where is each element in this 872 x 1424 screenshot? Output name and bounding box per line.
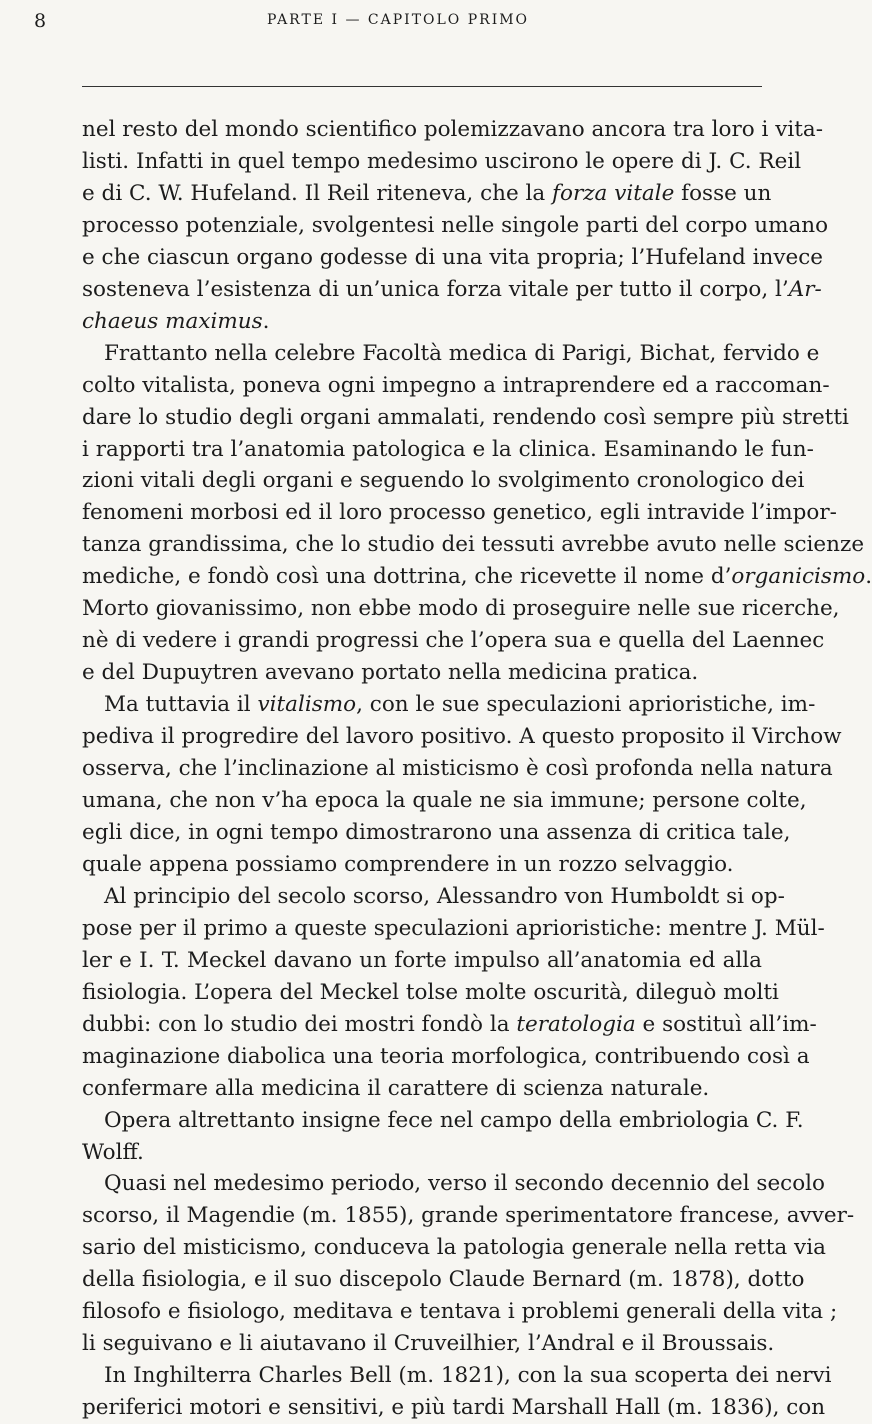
text-line <box>82 721 842 753</box>
text-line <box>82 114 823 146</box>
text-line <box>82 753 833 785</box>
text-run: processo potenziale, svolgentesi nelle singole parti del corpo umano <box>82 212 829 238</box>
text-run: nè di vedere i grandi progressi che l’opera sua e quella del Laennec <box>82 628 825 654</box>
text-line <box>82 849 762 881</box>
text-line <box>82 1392 826 1424</box>
text-line <box>82 593 840 625</box>
text-run: maginazione diabolica una teoria morfologica, contribuendo così a <box>82 1043 810 1069</box>
text-line <box>82 913 825 945</box>
text-run: Wolff. <box>82 1139 144 1165</box>
text-run: ler e I. T. Meckel davano un forte impulso all’anatomia ed alla <box>82 947 762 973</box>
text-line <box>82 1360 832 1392</box>
text-run: della fisiologia, e il suo discepolo Claude Bernard (m. 1878), dotto <box>82 1267 805 1293</box>
text-run: Opera altrettanto insigne fece nel campo della embriologia C. F. <box>104 1107 804 1133</box>
text-line <box>82 242 824 274</box>
text-line <box>82 1105 804 1137</box>
text-line <box>82 785 807 817</box>
text-run: fenomeni morbosi ed il loro processo genetico, egli intravide l’impor- <box>82 500 837 526</box>
page-header <box>34 10 762 36</box>
text-run: sosteneva l’esistenza di un’unica forza vitale per tutto il corpo, l’ <box>82 276 789 302</box>
text-run: quale appena possiamo comprendere in un rozzo selvaggio. <box>82 851 734 877</box>
text-run: zioni vitali degli organi e seguendo lo svolgimento cronologico dei <box>82 468 805 494</box>
text-line <box>82 1009 817 1041</box>
italic-term: vitalismo <box>257 692 357 718</box>
text-run: , con le sue speculazioni aprioristiche, im- <box>356 692 816 718</box>
text-run: dubbi: con lo studio dei mostri fondò la <box>82 1011 517 1037</box>
text-run: In Inghilterra Charles Bell (m. 1821), con la sua scoperta dei nervi <box>104 1363 832 1389</box>
text-line <box>82 370 830 402</box>
text-run: e di C. W. Hufeland. Il Reil riteneva, che la <box>82 180 553 206</box>
text-run: li seguivano e li aiutavano il Cruveilhier, l’Andral e il Broussais. <box>82 1331 775 1357</box>
text-line <box>82 1200 855 1232</box>
text-run: egli dice, in ogni tempo dimostrarono una assenza di critica tale, <box>82 819 791 845</box>
text-run: osserva, che l’inclinazione al misticismo è così profonda nella natura <box>82 756 833 782</box>
page-number: 8 <box>34 10 47 32</box>
text-run: pediva il progredire del lavoro positivo. A questo proposito il Virchow <box>82 724 842 750</box>
text-line <box>82 338 820 370</box>
text-line <box>82 434 814 466</box>
text-line <box>82 178 772 210</box>
italic-term: forza vitale <box>552 180 675 206</box>
text-run: sario del misticismo, conduceva la patologia generale nella retta via <box>82 1235 826 1261</box>
text-line <box>82 1073 762 1105</box>
text-run: umana, che non v’ha epoca la quale ne sia immune; persone colte, <box>82 788 807 814</box>
italic-term: teratologia <box>516 1011 636 1037</box>
italic-term: chaeus maximus <box>82 308 263 334</box>
text-line <box>82 1232 826 1264</box>
text-line <box>82 977 779 1009</box>
text-run: fosse un <box>674 180 772 206</box>
text-line <box>82 1296 838 1328</box>
text-run: Al principio del secolo scorso, Alessandro von Humboldt si op- <box>104 883 785 909</box>
italic-term: organicismo <box>731 564 866 590</box>
text-run: periferici motori e sensitivi, e più tardi Marshall Hall (m. 1836), con <box>82 1395 826 1421</box>
text-run: Quasi nel medesimo periodo, verso il secondo decennio del secolo <box>104 1171 825 1197</box>
text-line <box>82 1328 775 1360</box>
text-run: . <box>262 308 270 334</box>
text-line <box>82 1264 805 1296</box>
text-run: fisiologia. L’opera del Meckel tolse molte oscurità, dileguò molti <box>82 979 779 1005</box>
running-head: PARTE I — CAPITOLO PRIMO <box>266 12 530 28</box>
text-line <box>82 817 791 849</box>
text-line <box>82 274 822 306</box>
text-run: Frattanto nella celebre Facoltà medica di Parigi, Bichat, fervido e <box>104 340 820 366</box>
text-line <box>82 210 829 242</box>
text-line <box>82 1168 825 1200</box>
text-line <box>82 945 762 977</box>
text-line <box>82 625 825 657</box>
text-line <box>82 657 762 689</box>
text-run: i rapporti tra l’anatomia patologica e la clinica. Esaminando le fun- <box>82 436 814 462</box>
text-run: Ma tuttavia il <box>104 692 258 718</box>
text-line <box>82 1041 810 1073</box>
text-line <box>82 1137 762 1169</box>
text-line <box>82 881 785 913</box>
text-line <box>82 561 872 593</box>
text-run: e che ciascun organo godesse di una vita propria; l’Hufeland invece <box>82 244 824 270</box>
text-line <box>82 402 849 434</box>
text-run: Morto giovanissimo, non ebbe modo di proseguire nelle sue ricerche, <box>82 596 840 622</box>
text-run: mediche, e fondò così una dottrina, che ricevette il nome d’ <box>82 564 732 590</box>
header-rule <box>82 86 762 87</box>
text-run: confermare alla medicina il carattere di scienza naturale. <box>82 1075 710 1101</box>
text-run: filosofo e fisiologo, meditava e tentava i problemi generali della vita ; <box>82 1299 838 1325</box>
text-line <box>82 306 762 338</box>
text-run: e sostituì all’im- <box>635 1011 817 1037</box>
text-run: colto vitalista, poneva ogni impegno a intraprendere ed a raccoman- <box>82 372 830 398</box>
text-line <box>82 146 802 178</box>
italic-term: Ar- <box>788 276 822 302</box>
text-line <box>82 465 805 497</box>
body-text <box>82 114 872 1424</box>
text-run: nel resto del mondo scientifico polemizzavano ancora tra loro i vita- <box>82 117 823 142</box>
text-run: e del Dupuytren avevano portato nella medicina pratica. <box>82 660 699 686</box>
text-line <box>82 689 816 721</box>
text-run: tanza grandissima, che lo studio dei tessuti avrebbe avuto nelle scienze <box>82 532 865 558</box>
text-run: scorso, il Magendie (m. 1855), grande sperimentatore francese, avver- <box>82 1203 855 1229</box>
text-run: listi. Infatti in quel tempo medesimo uscirono le opere di J. C. Reil <box>82 148 802 174</box>
text-line <box>82 497 837 529</box>
text-line <box>82 529 865 561</box>
text-run: . <box>865 564 872 590</box>
text-run: pose per il primo a queste speculazioni aprioristiche: mentre J. Mül- <box>82 915 825 941</box>
text-run: dare lo studio degli organi ammalati, rendendo così sempre più stretti <box>82 404 849 430</box>
